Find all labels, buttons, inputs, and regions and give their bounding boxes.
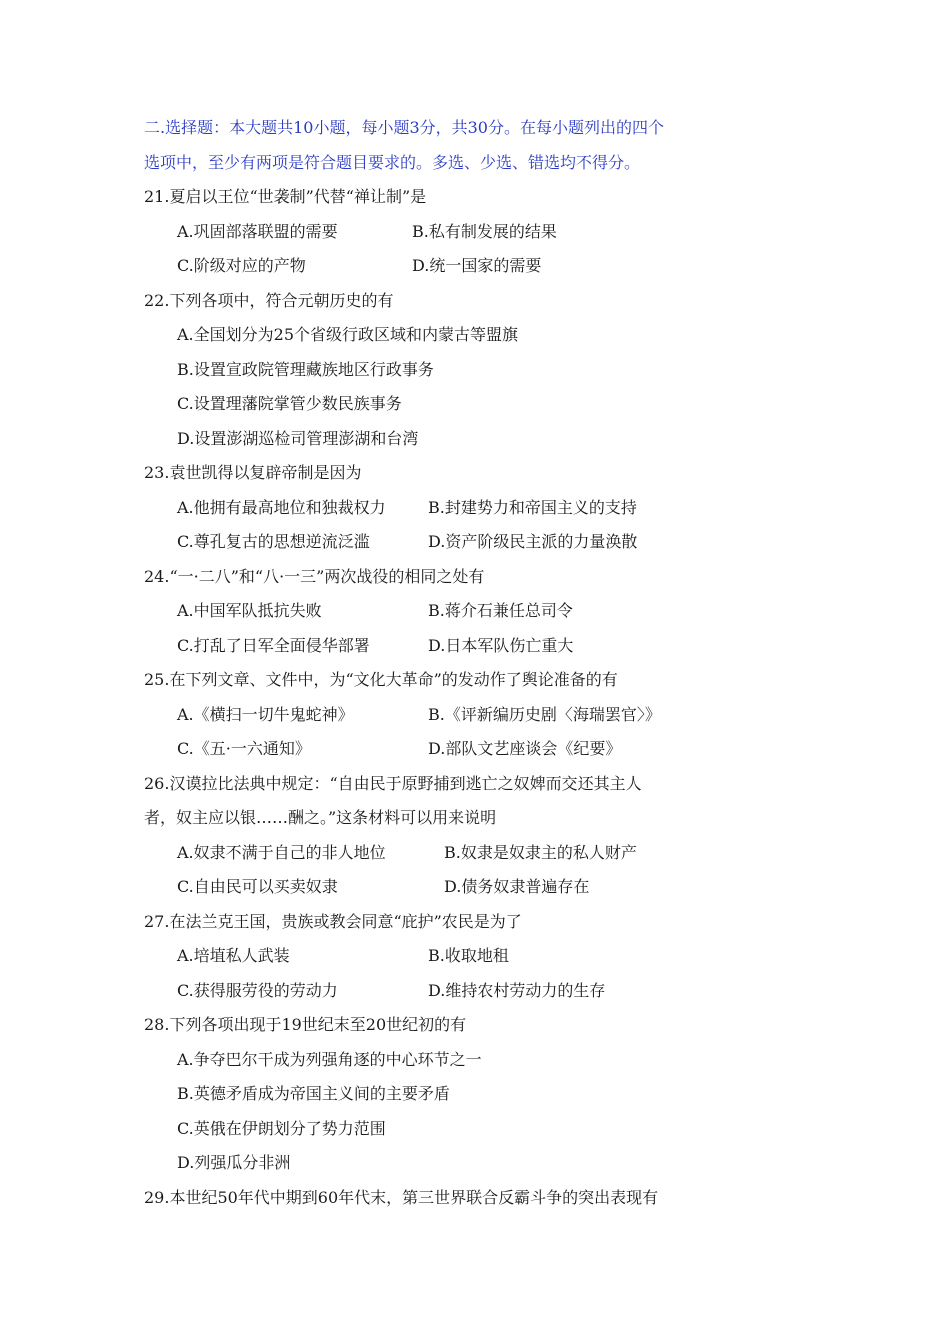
question-24-option-a: A.中国军队抵抗失败 — [177, 601, 322, 620]
question-27-option-a: A.培埴私人武装 — [177, 946, 290, 965]
question-25-stem: 25.在下列文章、文件中，为“文化大革命”的发动作了舆论准备的有 — [144, 670, 618, 689]
question-23-option-a: A.他拥有最高地位和独裁权力 — [177, 498, 386, 517]
question-28-option-a: A.争夺巴尔干成为列强角逐的中心环节之一 — [177, 1050, 482, 1069]
question-28-stem: 28.下列各项出现于19世纪末至20世纪初的有 — [144, 1015, 467, 1034]
question-24-option-c: C.打乱了日军全面侵华部署 — [177, 636, 370, 655]
question-25-option-d: D.部队文艺座谈会《纪要》 — [428, 739, 622, 758]
question-25-option-b: B.《评新编历史剧〈海瑞罢官〉》 — [428, 705, 661, 724]
question-26-stem: 26.汉谟拉比法典中规定：“自由民于原野捕到逃亡之奴婢而交还其主人 — [144, 774, 642, 793]
question-22-option-a: A.全国划分为25个省级行政区域和内蒙古等盟旗 — [177, 325, 519, 344]
question-26-option-a: A.奴隶不满于自己的非人地位 — [177, 843, 386, 862]
question-22-option-c: C.设置理藩院掌管少数民族事务 — [177, 394, 402, 413]
question-27-option-c: C.获得服劳役的劳动力 — [177, 981, 338, 1000]
question-26-option-b: B.奴隶是奴隶主的私人财产 — [444, 843, 637, 862]
question-26-option-d: D.债务奴隶普遍存在 — [444, 877, 590, 896]
question-22-option-b: B.设置宣政院管理藏族地区行政事务 — [177, 360, 434, 379]
question-28-option-d: D.列强瓜分非洲 — [177, 1153, 291, 1172]
question-21-option-c: C.阶级对应的产物 — [177, 256, 306, 275]
question-24-stem: 24.“一·二八”和“八·一三”两次战役的相同之处有 — [144, 567, 485, 586]
question-27-option-b: B.收取地租 — [428, 946, 509, 965]
question-21-stem: 21.夏启以王位“世袭制”代替“禅让制”是 — [144, 187, 427, 206]
question-26-stem-continued: 者，奴主应以银……酬之。”这条材料可以用来说明 — [144, 808, 497, 827]
question-22-option-d: D.设置澎湖巡检司管理澎湖和台湾 — [177, 429, 419, 448]
question-25-option-a: A.《横扫一切牛鬼蛇神》 — [177, 705, 354, 724]
question-23-stem: 23.袁世凯得以复辟帝制是因为 — [144, 463, 362, 482]
question-28-option-b: B.英德矛盾成为帝国主义间的主要矛盾 — [177, 1084, 450, 1103]
question-25-option-c: C.《五·一六通知》 — [177, 739, 311, 758]
question-27-option-d: D.维持农村劳动力的生存 — [428, 981, 606, 1000]
section-heading-line-2: 选项中，至少有两项是符合题目要求的。多选、少选、错选均不得分。 — [144, 153, 641, 172]
question-24-option-b: B.蒋介石兼任总司令 — [428, 601, 573, 620]
question-27-stem: 27.在法兰克王国，贵族或教会同意“庇护”农民是为了 — [144, 912, 522, 931]
section-heading-line-1: 二.选择题：本大题共10小题，每小题3分，共30分。在每小题列出的四个 — [144, 118, 664, 137]
question-23-option-d: D.资产阶级民主派的力量涣散 — [428, 532, 638, 551]
question-23-option-c: C.尊孔复古的思想逆流泛滥 — [177, 532, 370, 551]
question-23-option-b: B.封建势力和帝国主义的支持 — [428, 498, 637, 517]
question-21-option-b: B.私有制发展的结果 — [412, 222, 557, 241]
question-26-option-c: C.自由民可以买卖奴隶 — [177, 877, 338, 896]
question-29-stem: 29.本世纪50年代中期到60年代末，第三世界联合反霸斗争的突出表现有 — [144, 1188, 659, 1207]
question-21-option-a: A.巩固部落联盟的需要 — [177, 222, 338, 241]
question-24-option-d: D.日本军队伤亡重大 — [428, 636, 574, 655]
question-21-option-d: D.统一国家的需要 — [412, 256, 542, 275]
question-28-option-c: C.英俄在伊朗划分了势力范围 — [177, 1119, 386, 1138]
question-22-stem: 22.下列各项中，符合元朝历史的有 — [144, 291, 394, 310]
